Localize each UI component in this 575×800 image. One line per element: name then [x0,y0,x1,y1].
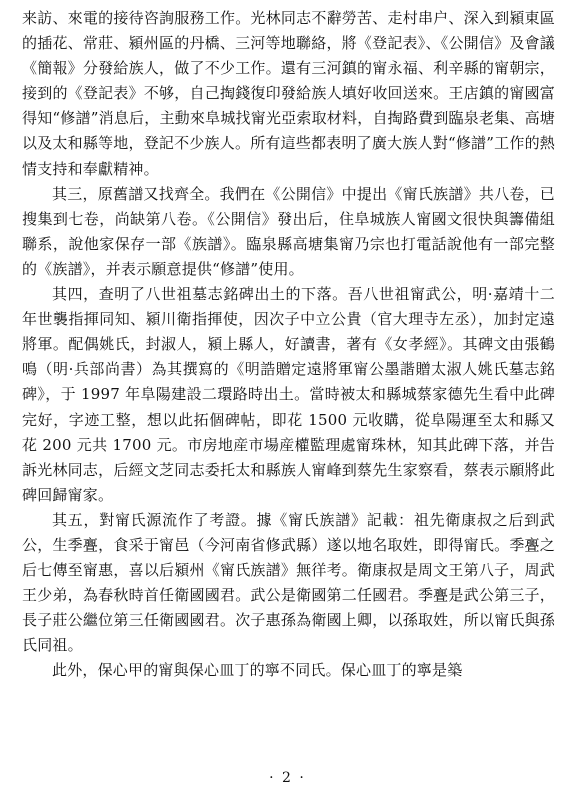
page-number: · 2 · [269,770,306,786]
paragraph-contact-work: 来訪、來電的接待咨詢服務工作。光林同志不辭勞苦、走村串户、深入到潁東區的插花、常莊、潁州區的丹橋、三河等地聯絡，將《登記表》、《公開信》及會議《簡報》分發給族人，做了不少工作。還有三河鎮的甯永福、利辛縣的甯朝宗，接到的《登記表》不够，自己掏錢復印發給族人填好收回送來。王店鎮的甯國富得知“修譜”消息后，主動來阜城找甯光亞索取材料，自掏路費到臨泉老集、高塘以及太和縣等地，登記不少族人。所有這些都表明了廣大族人對“修譜”工作的熱情支持和奉獻精神。 [22,9,555,178]
paragraph-epitaph-stele: 其四，查明了八世祖墓志銘碑出土的下落。吾八世祖甯武公，明·嘉靖十二年世襲指揮同知、潁川衛指揮使，因次子中立公貴（官大理寺左丞），加封定遠將軍。配偶姚氏，封淑人，潁上縣人，好讀書，著有《女孝經》。其碑文由張鶴鳴（明·兵部尚書）為其撰寫的《明誥贈定遠將軍甯公墨諧贈太淑人姚氏墓志銘碑》，于 1997 年阜陽建設二環路時出土。當時被太和縣城蔡家德先生看中此碑完好，字迹工整，想以此拓個碑帖，即花 1500 元收購，從阜陽運至太和縣又花 200 元共 1700 元。市房地産市場産權監理處甯珠林，知其此碑下落，并告訴光林同志，后經文芝同志委托太和縣族人甯峰到蔡先生家察看，蔡表示願將此碑回歸甯家。 [22,285,555,504]
paragraph-origin-research: 其五，對甯氏源流作了考證。據《甯氏族譜》記載：祖先衛康叔之后到武公，生季亹，食采于甯邑（今河南省修武縣）遂以地名取姓，即得甯氏。季亹之后七傳至甯惠，喜以后潁州《甯氏族譜》無徉考。衛康叔是周文王第八子，周武王少弟，為春秋時首任衛國國君。武公是衛國第二任國君。季亹是武公第三子，長子莊公繼位第三任衛國國君。次子惠孫為衛國上卿，以孫取姓，所以甯氏與孫氏同祖。 [22,510,555,655]
paragraph-surname-note: 此外，保心甲的甯與保心皿丁的寧不同氏。保心皿丁的寧是築 [52,661,463,680]
body-text [22,6,555,684]
paragraph-old-genealogy: 其三，原舊譜又找齊全。我們在《公開信》中提出《甯氏族譜》共八卷，已搜集到七卷，尚缺第八卷。《公開信》發出后，住阜城族人甯國文很快與籌備組聯系，說他家保存一部《族譜》。臨泉縣高塘集甯乃宗也打電話說他有一部完整的《族譜》，并表示願意提供“修譜”使用。 [22,184,555,278]
